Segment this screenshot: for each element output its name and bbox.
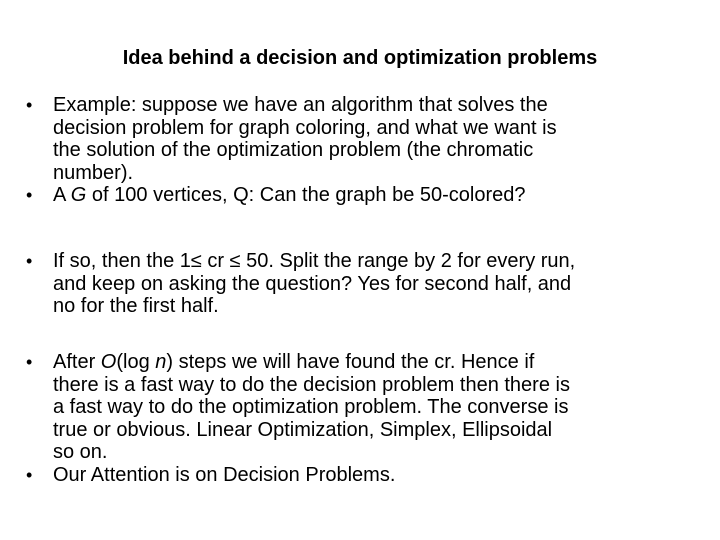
- big-o: O: [100, 351, 117, 373]
- bullet-dot: •: [26, 251, 33, 271]
- text-pre: A: [53, 184, 71, 206]
- variable-n: n: [155, 351, 167, 373]
- text-post: of 100 vertices, Q: Can the graph be 50-colored?: [86, 184, 526, 206]
- bullet-dot: •: [26, 185, 33, 205]
- bullet-group-1: [26, 94, 696, 207]
- bullet-range-split-line-3: no for the first half.: [53, 295, 219, 317]
- bullet-dot: •: [26, 95, 33, 115]
- bullet-log-steps-line-2: there is a fast way to do the decision problem then there is: [53, 373, 570, 396]
- bullet-group-3: [26, 351, 696, 486]
- bullet-dot: •: [26, 464, 33, 485]
- bullet-graph-question-line: [53, 184, 696, 207]
- bullet-graph-question: [26, 184, 696, 207]
- bullet-log-steps-line-4: true or obvious. Linear Optimization, Simplex, Ellipsoidal: [53, 418, 553, 441]
- bullet-log-steps: [26, 351, 696, 464]
- text-post: ) steps we will have found the cr. Hence if: [166, 351, 535, 373]
- bullet-log-steps-line-3: a fast way to do the optimization problem. The converse is: [53, 396, 569, 418]
- bullet-example-line-1: Example: suppose we have an algorithm that solves the: [53, 94, 548, 116]
- slide-title: Idea behind a decision and optimization problems: [122, 47, 598, 69]
- bullet-attention: [26, 464, 696, 487]
- bullet-example: [26, 94, 696, 184]
- bullet-range-split-line-2: and keep on asking the question? Yes for second half, and: [53, 272, 572, 295]
- bullet-log-steps-line-1: [53, 351, 696, 374]
- bullet-log-steps-line-5: so on.: [53, 441, 108, 463]
- text-mid: (log: [116, 351, 156, 373]
- bullet-range-split-line-1: If so, then the 1≤ cr ≤ 50. Split the range by 2 for every run,: [53, 250, 576, 272]
- bullet-attention-line: Our Attention is on Decision Problems.: [53, 463, 396, 486]
- bullet-group-2: [26, 250, 696, 318]
- bullet-example-line-4: number).: [53, 161, 134, 184]
- bullet-range-split: [26, 250, 696, 318]
- bullet-dot: •: [26, 352, 33, 372]
- bullet-example-line-3: the solution of the optimization problem (the chromatic: [53, 139, 534, 161]
- variable-g: G: [70, 184, 87, 206]
- text-pre: After: [53, 351, 101, 373]
- bullet-example-line-2: decision problem for graph coloring, and what we want is: [53, 116, 557, 139]
